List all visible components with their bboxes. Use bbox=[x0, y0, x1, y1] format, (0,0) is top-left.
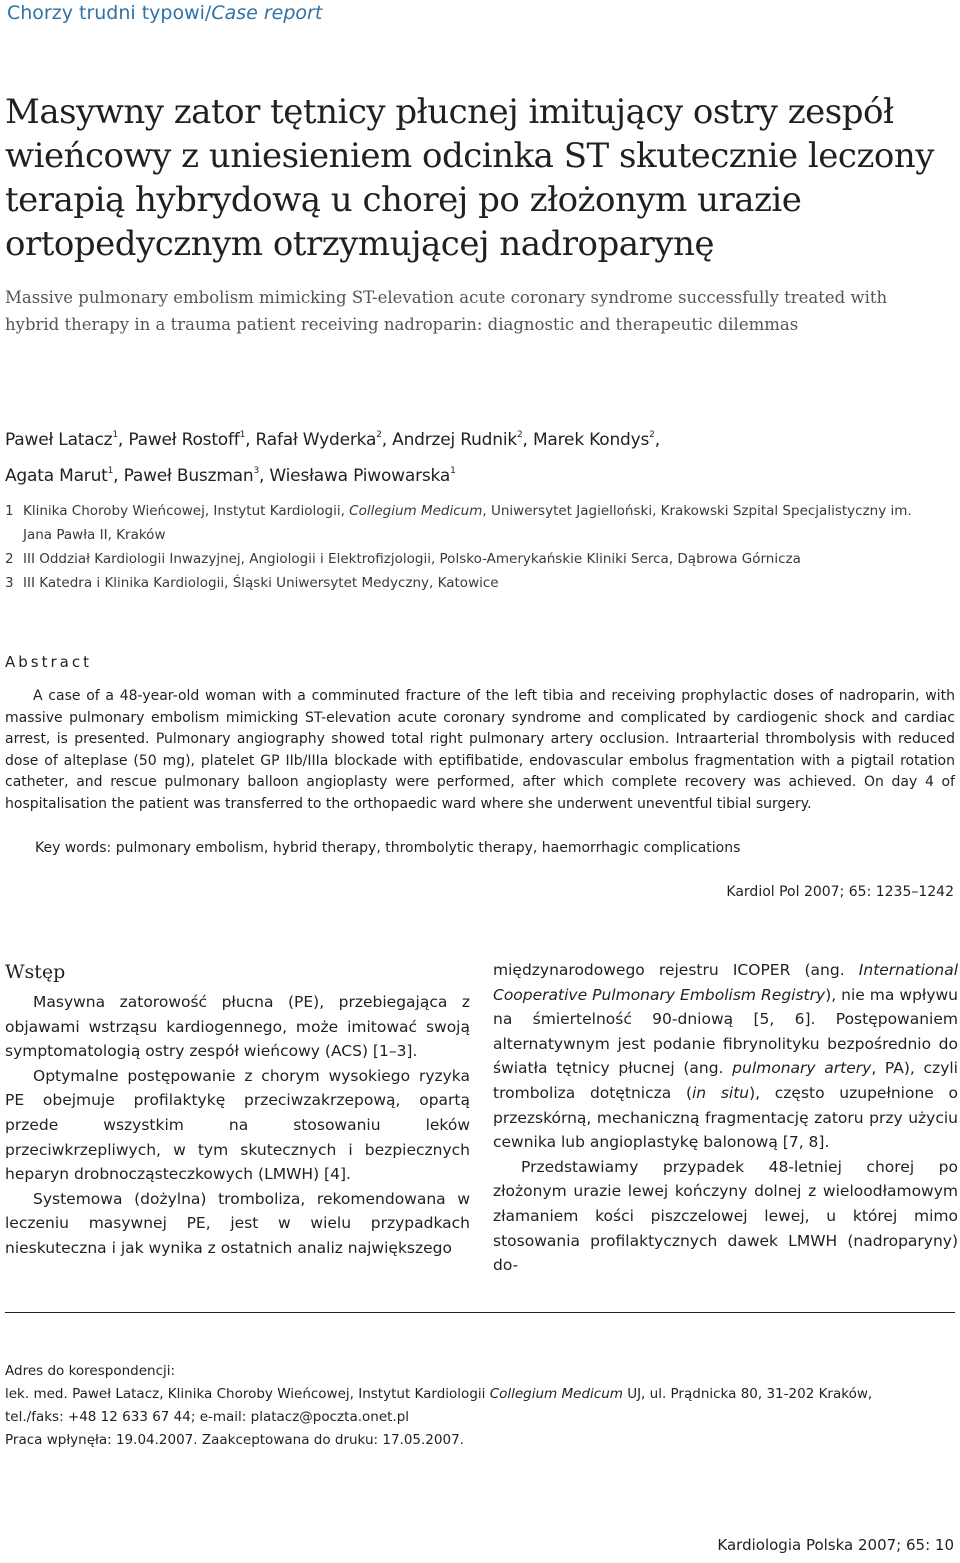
accepted-label: Zaakceptowana do druku: bbox=[201, 1432, 379, 1448]
correspondence-label: Adres do korespondencji: bbox=[5, 1363, 176, 1379]
author: Paweł Latacz$^1$, bbox=[5, 430, 129, 450]
dates bbox=[5, 1429, 955, 1452]
author: Rafał Wyderka$^2$, bbox=[255, 430, 393, 450]
affiliation: 1 Klinika Choroby Wieńcowej, Instytut Kardiologii, Collegium Medicum, Uniwersytet Jagielloński, Krakowski Szpital Specjalistyczny im. Jana Pawła II, Kraków bbox=[5, 503, 912, 543]
article-title-pl: Masywny zator tętnicy płucnej imitujący ostry zespół wieńcowy z uniesieniem odcinka ST skutecznie leczony terapią hybrydową u chorej po złożonym urazie ortopedycznym otrzymującej nadroparynę bbox=[5, 92, 934, 264]
body-column-right bbox=[493, 958, 958, 1278]
correspondence-address: lek. med. Paweł Latacz, Klinika Choroby Wieńcowej, Instytut Kardiologii Collegium Medicum UJ, ul. Prądnicka 80, 31-202 Kraków, bbox=[5, 1386, 873, 1402]
section-tag-pl: Chorzy trudni typowi/ bbox=[7, 2, 212, 24]
paragraph: Optymalne postępowanie z chorym wysokiego ryzyka PE obejmuje profilaktykę przeciwzakrzepową, opartą przede wszystkim na stosowaniu leków przeciwkrzepliwych, w tym skutecznych i bezpiecznych heparyn drobnocząsteczkowych (LMWH) [4]. bbox=[5, 1066, 470, 1184]
accepted-date: 17.05.2007. bbox=[382, 1432, 464, 1448]
paragraph: Systemowa (dożylna) tromboliza, rekomendowana w leczeniu masywnej PE, jest w wielu przypadkach nieskuteczna i jak wynika z ostatnich analiz największego bbox=[5, 1189, 470, 1257]
author: Paweł Rostoff$^1$, bbox=[128, 430, 256, 450]
divider bbox=[5, 1312, 955, 1313]
affiliation: 2 III Oddział Kardiologii Inwazyjnej, Angiologii i Elektrofizjologii, Polsko-Amerykańskie Kliniki Serca, Dąbrowa Górnicza bbox=[5, 551, 801, 567]
body-column-left bbox=[5, 958, 470, 1261]
author: Andrzej Rudnik$^2$, bbox=[392, 430, 533, 450]
section-tag bbox=[7, 2, 322, 24]
author: Marek Kondys$^2$, bbox=[532, 430, 660, 450]
affiliation-list bbox=[5, 499, 935, 595]
author-list bbox=[5, 420, 905, 492]
article-title-en: Massive pulmonary embolism mimicking ST-elevation acute coronary syndrome successfully treated with hybrid therapy in a trauma patient receiving nadroparin: diagnostic and therapeutic dilemmas bbox=[5, 288, 888, 334]
author: Agata Marut$^1$, bbox=[5, 466, 124, 486]
author: Paweł Buszman$^3$, bbox=[123, 466, 270, 486]
received-label: Praca wpłynęła: bbox=[5, 1432, 112, 1448]
page-footer: Kardiologia Polska 2007; 65: 10 bbox=[717, 1536, 954, 1554]
received-date: 19.04.2007. bbox=[115, 1432, 198, 1448]
correspondence-contact: tel./faks: +48 12 633 67 44; e-mail: platacz@poczta.onet.pl bbox=[5, 1409, 410, 1425]
section-tag-en: Case report bbox=[211, 2, 323, 24]
abstract-heading: Abstract bbox=[5, 653, 92, 671]
affiliation: 3 III Katedra i Klinika Kardiologii, Śląski Uniwersytet Medyczny, Katowice bbox=[5, 575, 499, 591]
paragraph: Przedstawiamy przypadek 48-letniej chorej po złożonym urazie lewej kończyny dolnej z wieloodłamowym złamaniem kości piszczelowej lewej, u której mimo stosowania profilaktycznych dawek LMWH (nadroparyny) do- bbox=[493, 1157, 958, 1275]
section-heading: Wstęp bbox=[5, 961, 66, 983]
citation: Kardiol Pol 2007; 65: 1235–1242 bbox=[726, 884, 954, 900]
correspondence-block bbox=[5, 1360, 955, 1452]
paragraph: Masywna zatorowość płucna (PE), przebiegająca z objawami wstrząsu kardiogennego, może imitować swoją symptomatologią ostry zespół wieńcowy (ACS) [1–3]. bbox=[5, 993, 470, 1061]
keywords-text: pulmonary embolism, hybrid therapy, thrombolytic therapy, haemorrhagic complications bbox=[115, 840, 741, 856]
paragraph: międzynarodowego rejestru ICOPER (ang. International Cooperative Pulmonary Embolism Registry), nie ma wpływu na śmiertelność 90-dniową [5, 6]. Postępowaniem alternatywnym jest podanie fibrynolityku bezpośrednio do światła tętnicy płucnej (ang. pulmonary artery, PA), czyli tromboliza dotętnicza (in situ), często uzupełnione o przezskórną, mechaniczną fragmentację zatoru przy użyciu cewnika lub angioplastykę balonową [7, 8]. bbox=[493, 961, 959, 1152]
author: Wiesława Piwowarska$^1$ bbox=[269, 466, 456, 486]
keywords-label: Key words: bbox=[35, 840, 112, 856]
keywords bbox=[35, 837, 935, 859]
abstract-text: A case of a 48-year-old woman with a comminuted fracture of the left tibia and receiving prophylactic doses of nadroparin, with massive pulmonary embolism mimicking ST-elevation acute coronary syndrome and complicated by cardiogenic shock and cardiac arrest, is presented. Pulmonary angiography showed total right pulmonary artery occlusion. Intraarterial thrombolysis with reduced dose of alteplase (50 mg), platelet GP IIb/IIIa blockade with eptifibatide, endovascular embolus fragmentation with a pigtail rotation catheter, and rescue pulmonary balloon angioplasty were performed, after which complete recovery was achieved. On day 4 of hospitalisation the patient was transferred to the orthopaedic ward where she underwent uneventful tibial surgery. bbox=[5, 688, 955, 812]
